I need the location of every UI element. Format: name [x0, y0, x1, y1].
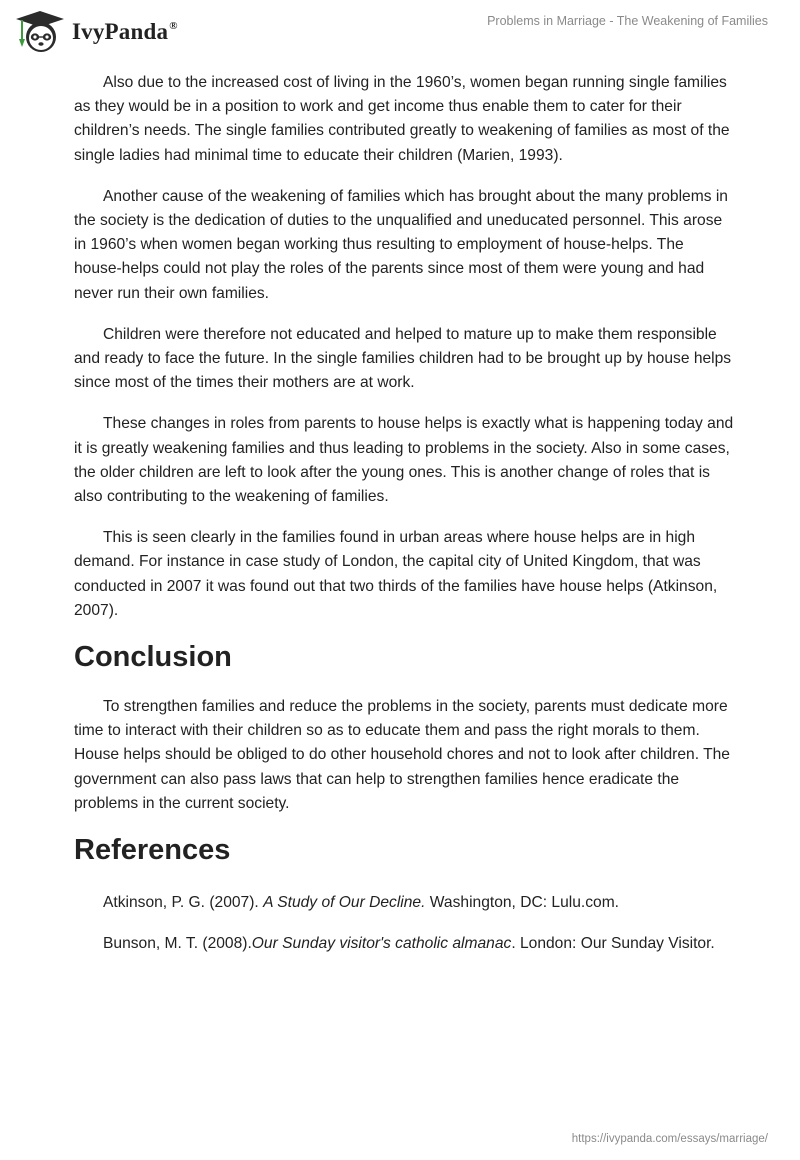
reference-item: Bunson, M. T. (2008).Our Sunday visitor's catholic almanac. London: Our Sunday Visitor.	[103, 935, 715, 953]
body-paragraph: These changes in roles from parents to house helps is exactly what is happening today and it is greatly weakening families and thus leading to problems in the society. Also in some cases, the older children are left to look after the young ones. This is another change of roles that is also contributing to the weakening of families.	[74, 415, 734, 506]
body-paragraph: Another cause of the weakening of families which has brought about the many problems in the society is the dedication of duties to the unqualified and uneducated personnel. This arose in 1960’s when women began working thus resulting to employment of house-helps. The house-helps could not play the roles of the parents since most of them were young and had never run their own families.	[74, 187, 728, 302]
conclusion-heading: Conclusion	[74, 641, 232, 674]
brand-name: IvyPanda®	[72, 19, 178, 44]
source-url[interactable]: https://ivypanda.com/essays/marriage/	[571, 1133, 768, 1145]
body-paragraph: This is seen clearly in the families found in urban areas where house helps are in high demand. For instance in case study of London, the capital city of United Kingdom, that was conducted in 2007 it was found out that two thirds of the families have house helps (Atkinson, 2007).	[74, 529, 718, 619]
ivypanda-logo[interactable]	[14, 8, 178, 56]
panda-graduation-cap-icon	[14, 9, 66, 55]
conclusion-paragraph: To strengthen families and reduce the problems in the society, parents must dedicate more time to interact with their children so as to educate them and pass the right morals to them. House helps should be obliged to do other household chores and not to look after children. The government can also pass laws that can help to strengthen families hence eradicate the problems in the current society.	[74, 698, 730, 812]
essay-content	[74, 71, 734, 973]
body-paragraph: Children were therefore not educated and helped to mature up to make them responsible and ready to face the future. In the single families children had to be brought up by house helps since most of the times their mothers are at work.	[74, 325, 732, 392]
document-title: Problems in Marriage - The Weakening of Families	[487, 14, 768, 28]
page-header	[0, 0, 800, 60]
body-paragraph: Also due to the increased cost of living in the 1960’s, women began running single families as they would be in a position to work and get income thus enable them to cater for their children’s needs. The single families contributed greatly to weakening of families as most of the single ladies had minimal time to educate their children (Marien, 1993).	[74, 74, 730, 164]
references-heading: References	[74, 834, 231, 867]
reference-item: Atkinson, P. G. (2007). A Study of Our Decline. Washington, DC: Lulu.com.	[103, 894, 620, 912]
